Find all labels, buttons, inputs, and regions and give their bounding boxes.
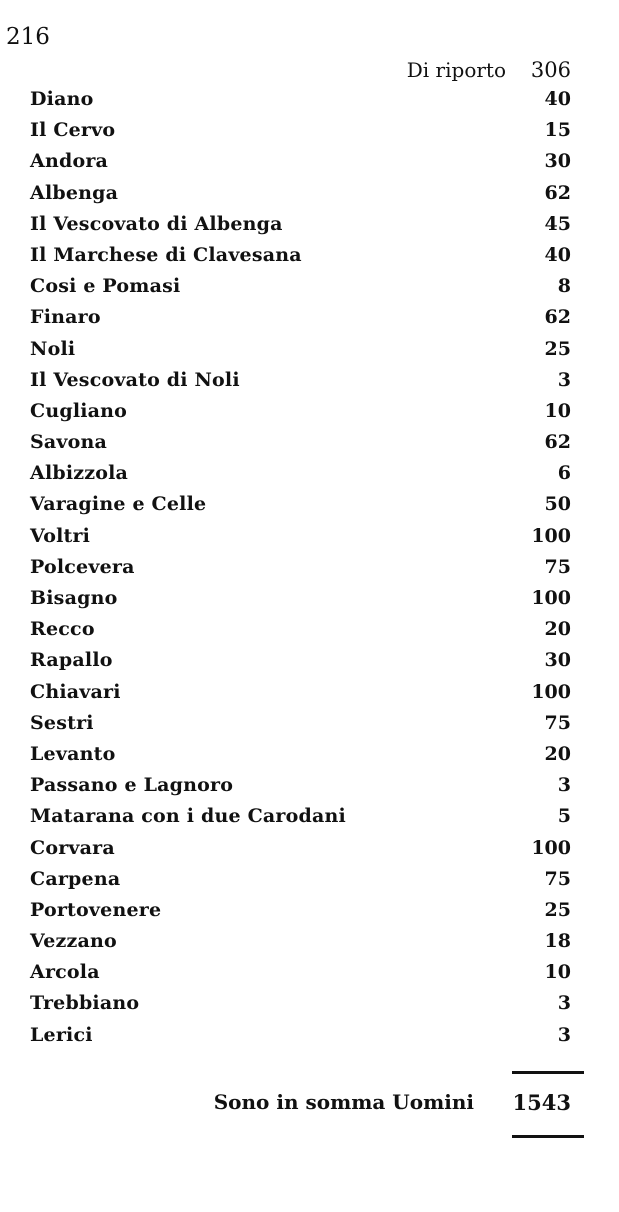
entry-value: 18 bbox=[544, 930, 571, 953]
entry-name: Trebbiano bbox=[30, 992, 140, 1015]
entry-name: Lerici bbox=[30, 1023, 93, 1046]
entry-value: 30 bbox=[544, 150, 571, 173]
entry-value: 50 bbox=[544, 493, 571, 516]
entry-value: 20 bbox=[544, 618, 571, 641]
entry-name: Bisagno bbox=[30, 587, 118, 609]
list-item bbox=[0, 398, 619, 429]
entry-name: Voltri bbox=[30, 524, 91, 547]
entry-name: Matarana con i due Carodani bbox=[30, 805, 346, 828]
entry-name: Albenga bbox=[30, 181, 119, 204]
entry-value: 100 bbox=[531, 524, 571, 547]
entry-name: Chiavari bbox=[30, 680, 121, 703]
list-item bbox=[0, 211, 619, 242]
list-item bbox=[0, 772, 619, 803]
entries-list bbox=[0, 86, 619, 1053]
entry-name: Corvara bbox=[30, 836, 115, 859]
list-item bbox=[0, 866, 619, 897]
total-value: 1543 bbox=[512, 1090, 571, 1115]
entry-value: 100 bbox=[531, 587, 571, 609]
list-item bbox=[0, 679, 619, 710]
list-item bbox=[0, 273, 619, 304]
entry-name: Il Vescovato di Albenga bbox=[30, 212, 283, 235]
total-label: Sono in somma Uomini bbox=[213, 1090, 474, 1114]
entry-value: 62 bbox=[544, 431, 571, 454]
entry-name: Rapallo bbox=[30, 649, 113, 672]
entry-name: Polcevera bbox=[30, 555, 135, 578]
entry-value: 6 bbox=[557, 462, 571, 485]
list-item bbox=[0, 803, 619, 834]
entry-value: 5 bbox=[557, 805, 571, 828]
list-item bbox=[0, 897, 619, 928]
carried-forward-value: 306 bbox=[530, 58, 571, 82]
list-item bbox=[0, 491, 619, 522]
entry-name: Finaro bbox=[30, 306, 101, 329]
entry-value: 75 bbox=[544, 555, 571, 578]
list-item bbox=[0, 86, 619, 117]
entry-name: Carpena bbox=[30, 867, 121, 890]
entry-value: 62 bbox=[544, 306, 571, 329]
entry-value: 3 bbox=[557, 368, 571, 391]
entry-value: 10 bbox=[544, 961, 571, 984]
entry-value: 3 bbox=[557, 774, 571, 797]
list-item bbox=[0, 367, 619, 398]
entry-name: Cosi e Pomasi bbox=[30, 275, 181, 298]
list-item bbox=[0, 741, 619, 772]
entry-name: Recco bbox=[30, 618, 95, 641]
list-item bbox=[0, 336, 619, 367]
list-item bbox=[0, 148, 619, 179]
entry-value: 75 bbox=[544, 867, 571, 890]
list-item bbox=[0, 616, 619, 647]
entry-value: 25 bbox=[544, 337, 571, 360]
list-item bbox=[0, 180, 619, 211]
entry-value: 10 bbox=[544, 399, 571, 422]
list-item bbox=[0, 1022, 619, 1053]
list-item bbox=[0, 959, 619, 990]
entry-name: Noli bbox=[30, 337, 76, 360]
list-item bbox=[0, 429, 619, 460]
entry-name: Diano bbox=[30, 88, 94, 110]
entry-value: 25 bbox=[544, 898, 571, 921]
entry-value: 8 bbox=[557, 275, 571, 298]
entry-name: Sestri bbox=[30, 711, 94, 734]
page-number: 216 bbox=[6, 24, 50, 50]
entry-value: 40 bbox=[544, 243, 571, 266]
list-item bbox=[0, 647, 619, 678]
total-rule-bottom bbox=[512, 1135, 584, 1138]
entry-value: 3 bbox=[557, 1023, 571, 1046]
carried-forward-row bbox=[0, 58, 619, 88]
entry-name: Arcola bbox=[30, 961, 100, 984]
entry-name: Levanto bbox=[30, 742, 116, 765]
list-item bbox=[0, 242, 619, 273]
entry-name: Andora bbox=[30, 150, 109, 173]
list-item bbox=[0, 835, 619, 866]
entry-value: 100 bbox=[531, 836, 571, 859]
list-item bbox=[0, 523, 619, 554]
entry-name: Savona bbox=[30, 431, 108, 454]
list-item bbox=[0, 460, 619, 491]
total-rule-top bbox=[512, 1071, 584, 1074]
entry-value: 30 bbox=[544, 649, 571, 672]
entry-value: 75 bbox=[544, 711, 571, 734]
entry-value: 45 bbox=[544, 212, 571, 235]
list-item bbox=[0, 304, 619, 335]
entry-name: Varagine e Celle bbox=[30, 493, 207, 516]
total-row bbox=[0, 1090, 619, 1120]
entry-name: Albizzola bbox=[30, 462, 129, 485]
entry-name: Vezzano bbox=[30, 930, 117, 953]
entry-name: Il Vescovato di Noli bbox=[30, 368, 240, 391]
carried-forward-label: Di riporto bbox=[406, 58, 506, 82]
list-item bbox=[0, 554, 619, 585]
entry-name: Il Marchese di Clavesana bbox=[30, 243, 302, 266]
entry-value: 20 bbox=[544, 742, 571, 765]
entry-value: 15 bbox=[544, 119, 571, 142]
list-item bbox=[0, 710, 619, 741]
entry-name: Passano e Lagnoro bbox=[30, 774, 234, 797]
list-item bbox=[0, 928, 619, 959]
list-item bbox=[0, 117, 619, 148]
entry-name: Cugliano bbox=[30, 399, 128, 422]
entry-value: 3 bbox=[557, 992, 571, 1015]
list-item bbox=[0, 585, 619, 616]
entry-name: Portovenere bbox=[30, 898, 162, 921]
entry-value: 62 bbox=[544, 181, 571, 204]
entry-name: Il Cervo bbox=[30, 119, 116, 142]
entry-value: 100 bbox=[531, 680, 571, 703]
list-item bbox=[0, 990, 619, 1021]
entry-value: 40 bbox=[544, 88, 571, 110]
